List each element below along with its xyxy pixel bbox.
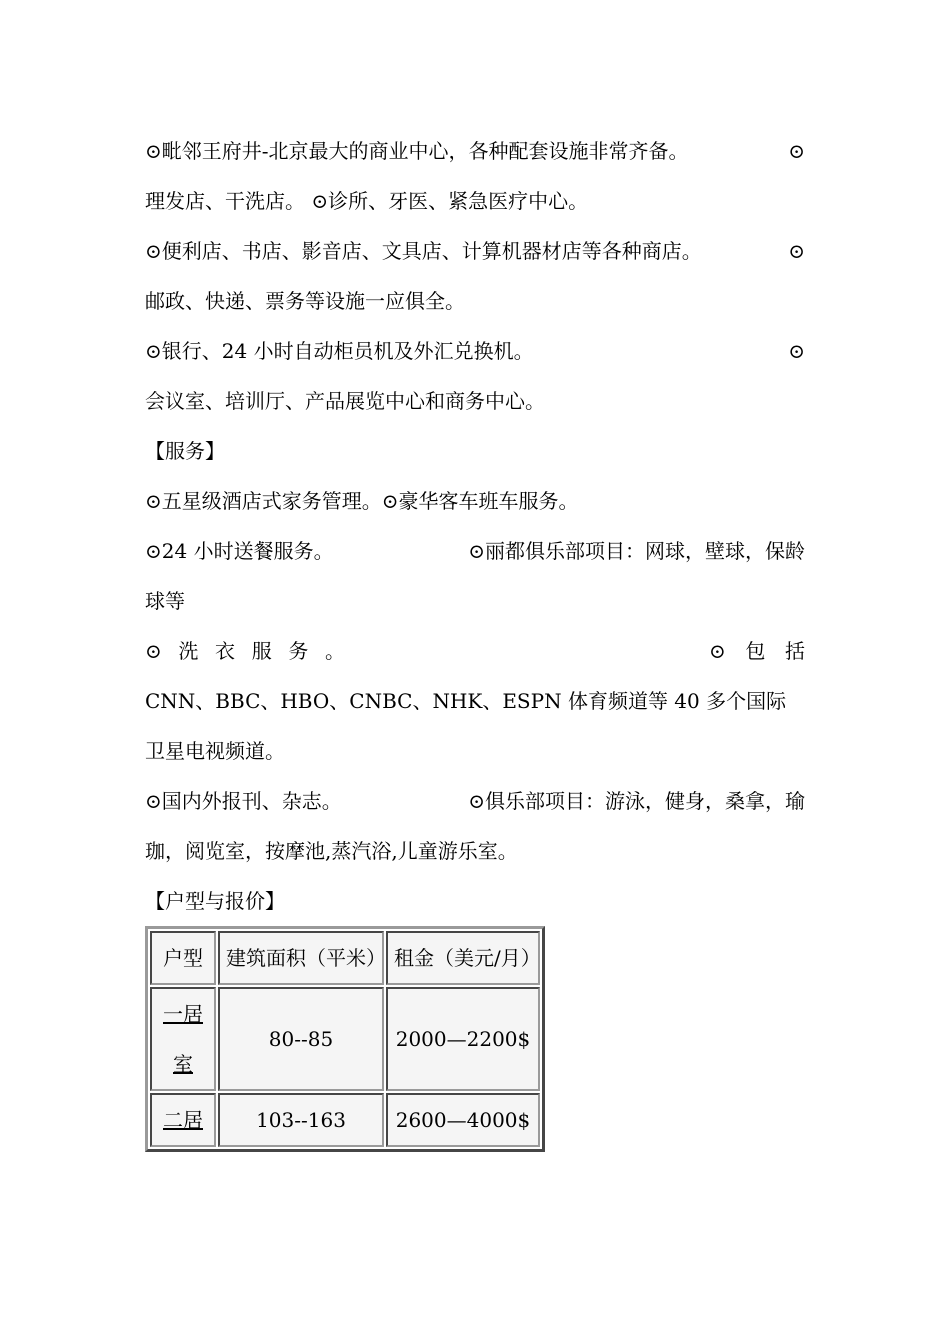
- table-cell-rent: 2600—4000$: [386, 1093, 540, 1147]
- char: 洗: [178, 639, 199, 663]
- service-line-2: [145, 526, 805, 576]
- facility-text: ⊙便利店、书店、影音店、文具店、计算机器材店等各种商店。: [145, 239, 702, 263]
- char: 包: [745, 639, 766, 663]
- bullet-marker: ⊙: [788, 339, 805, 363]
- service-line-8: 珈，阅览室，按摩池,蒸汽浴,儿童游乐室。: [145, 839, 518, 863]
- service-text: ⊙丽都俱乐部项目：网球，壁球，保龄: [468, 539, 805, 563]
- facility-line-1: [145, 126, 805, 176]
- header-cell-area: 建筑面积（平米）: [218, 931, 384, 985]
- header-cell-rent: 租金（美元/月）: [386, 931, 540, 985]
- table-cell-area: 80--85: [218, 987, 384, 1091]
- document-body: [145, 126, 805, 1152]
- char: ⊙: [709, 639, 726, 663]
- unit-type-link[interactable]: [150, 987, 216, 1091]
- bullet-marker: ⊙: [788, 139, 805, 163]
- pricing-table: [145, 926, 545, 1152]
- unit-type-label[interactable]: 二居: [163, 1108, 203, 1132]
- char: 括: [784, 639, 805, 663]
- laundry-service-text: [145, 626, 345, 676]
- service-line-6: 卫星电视频道。: [145, 739, 285, 763]
- service-heading: 【服务】: [145, 439, 225, 463]
- table-header-row: [150, 931, 540, 985]
- service-text: ⊙24 小时送餐服务。: [145, 539, 334, 563]
- service-text: ⊙俱乐部项目：游泳，健身，桑拿，瑜: [468, 789, 805, 813]
- unit-type-link[interactable]: [150, 1093, 216, 1147]
- table-row: [150, 1093, 540, 1147]
- service-line-7: [145, 776, 805, 826]
- service-text: ⊙国内外报刊、杂志。: [145, 789, 342, 813]
- facility-text: ⊙毗邻王府井-北京最大的商业中心，各种配套设施非常齐备。: [145, 139, 689, 163]
- service-line-5: CNN、BBC、HBO、CNBC、NHK、ESPN 体育频道等 40 多个国际: [145, 689, 787, 713]
- facility-line-2: 理发店、干洗店。 ⊙诊所、牙医、紧急医疗中心。: [145, 189, 589, 213]
- service-line-3: 球等: [145, 589, 185, 613]
- char: 。: [324, 639, 345, 663]
- facility-text: ⊙银行、24 小时自动柜员机及外汇兑换机。: [145, 339, 534, 363]
- unit-type-label[interactable]: 一居室: [163, 1002, 203, 1076]
- service-line-1: ⊙五星级酒店式家务管理。⊙豪华客车班车服务。: [145, 489, 579, 513]
- table-row: [150, 987, 540, 1091]
- table-cell-area: 103--163: [218, 1093, 384, 1147]
- pricing-heading: 【户型与报价】: [145, 889, 285, 913]
- facility-line-4: 邮政、快递、票务等设施一应俱全。: [145, 289, 465, 313]
- service-line-4: [145, 626, 805, 676]
- facility-line-3: [145, 226, 805, 276]
- table-cell-rent: 2000—2200$: [386, 987, 540, 1091]
- char: 衣: [215, 639, 236, 663]
- header-cell-type: 户型: [150, 931, 216, 985]
- includes-text: [709, 626, 805, 676]
- facility-line-5: [145, 326, 805, 376]
- char: 服: [251, 639, 272, 663]
- char: 务: [288, 639, 309, 663]
- facility-line-6: 会议室、培训厅、产品展览中心和商务中心。: [145, 389, 545, 413]
- char: ⊙: [145, 639, 162, 663]
- bullet-marker: ⊙: [788, 239, 805, 263]
